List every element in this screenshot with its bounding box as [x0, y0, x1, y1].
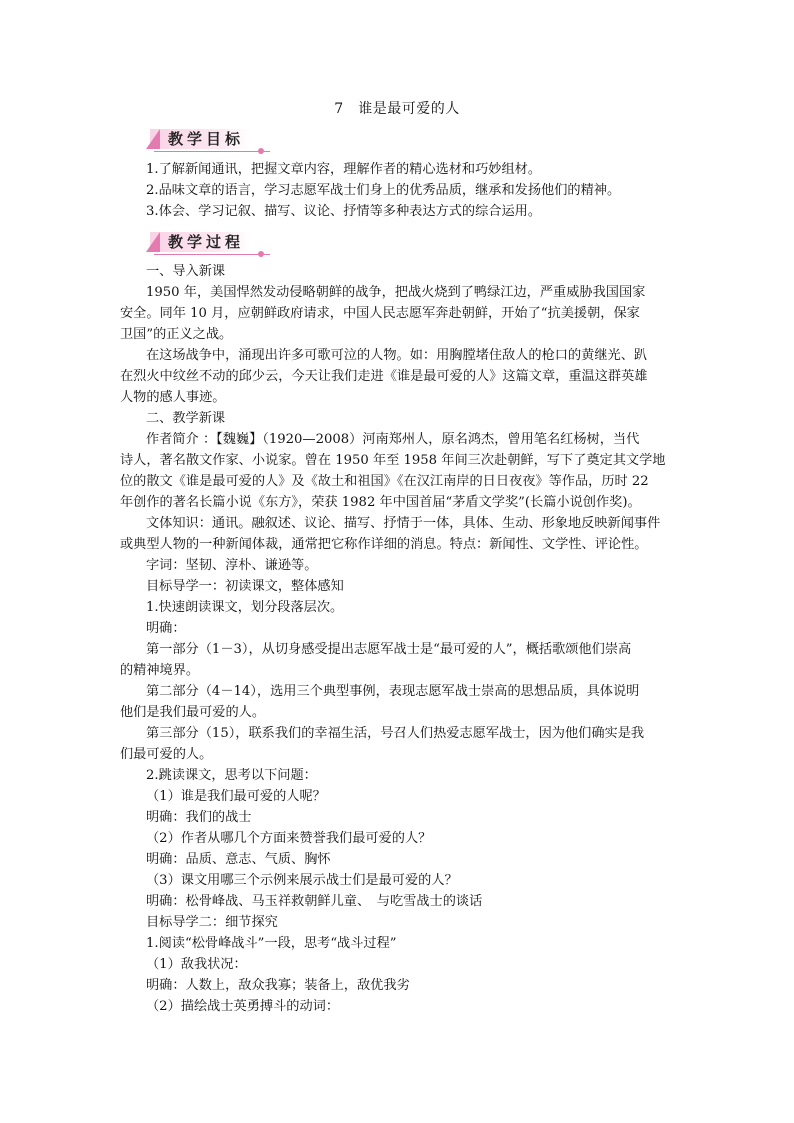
heading-underline — [154, 151, 260, 152]
goal-item: 3.体会、学习记叙、描写、议论、抒情等多种表达方式的综合运用。 — [146, 204, 542, 219]
paragraph-line: 年创作的著名长篇小说《东方》，荣获 1982 年中国首届“茅盾文学奖”(长篇小说创作奖)。 — [120, 495, 641, 510]
heading-triangle-icon — [146, 129, 160, 149]
paragraph-line: 明确： — [146, 621, 186, 636]
paragraph-line: 诗人，著名散文作家、小说家。曾在 1950 年至 1958 年间三次赴朝鲜，写下了奠定其文学地 — [120, 453, 666, 468]
paragraph-line: 1.快速朗读课文，划分段落层次。 — [146, 600, 344, 615]
paragraph-line: （2）描绘战士英勇搏斗的动词： — [146, 999, 340, 1014]
paragraph-line: 安全。同年 10 月，应朝鲜政府请求，中国人民志愿军奔赴朝鲜，开始了“抗美援朝，保家 — [120, 306, 640, 321]
paragraph-line: 在烈火中纹丝不动的邱少云，今天让我们走进《谁是最可爱的人》这篇文章，重温这群英雄 — [120, 369, 648, 384]
section-heading-process — [146, 230, 276, 258]
subheading: 二、教学新课 — [146, 411, 226, 426]
paragraph-line: （1）敌我状况： — [146, 957, 247, 972]
heading-underline-tail — [264, 254, 270, 255]
paragraph-line: 字词：坚韧、淳朴、谦逊等。 — [146, 558, 318, 573]
paragraph-line: 第二部分（4－14），选用三个典型事例，表现志愿军战士崇高的思想品质，具体说明 — [146, 684, 640, 699]
heading-underline-tail — [264, 151, 270, 152]
paragraph-line: 2.跳读课文，思考以下问题： — [146, 768, 317, 783]
paragraph-line: 明确：人数上，敌众我寡；装备上，敌优我劣 — [146, 978, 410, 993]
page-title: 7 谁是最可爱的人 — [334, 101, 460, 117]
paragraph-line: 第三部分（15），联系我们的幸福生活，号召人们热爱志愿军战士，因为他们确实是我 — [146, 726, 645, 741]
section-heading-objectives — [146, 127, 276, 155]
paragraph-line: 的精神境界。 — [120, 663, 200, 678]
paragraph-line: 第一部分（1－3），从切身感受提出志愿军战士是“最可爱的人”，概括歌颂他们崇高 — [146, 642, 632, 657]
paragraph-line: 1.阅读“松骨峰战斗”一段，思考“战斗过程” — [146, 936, 397, 951]
goal-item: 2.品味文章的语言，学习志愿军战士们身上的优秀品质，继承和发扬他们的精神。 — [146, 183, 621, 198]
paragraph-line: 或典型人物的一种新闻体裁，通常把它称作详细的消息。特点：新闻性、文学性、评论性。 — [120, 537, 648, 552]
paragraph-line: 们最可爱的人。 — [120, 747, 213, 762]
paragraph-line: 1950 年，美国悍然发动侵略朝鲜的战争，把战火烧到了鸭绿江边，严重威胁我国国家 — [146, 285, 646, 300]
subheading: 一、导入新课 — [146, 264, 226, 279]
paragraph-line: 作者简介 ：【魏巍】（1920—2008）河南郑州人，原名鸿杰，曾用笔名红杨树，当代 — [146, 432, 640, 447]
paragraph-line: 明确：松骨峰战、马玉祥救朝鲜儿童、 与吃雪战士的谈话 — [146, 894, 483, 909]
paragraph-line: 在这场战争中，涌现出许多可歌可泣的人物。如：用胸膛堵住敌人的枪口的黄继光、趴 — [146, 348, 648, 363]
section-heading-label: 教学目标 — [168, 130, 245, 148]
paragraph-line: （2）作者从哪几个方面来赞誉我们最可爱的人？ — [146, 831, 432, 846]
heading-underline — [154, 254, 260, 255]
paragraph-line: 他们是我们最可爱的人。 — [120, 705, 266, 720]
paragraph-line: （1）谁是我们最可爱的人呢？ — [146, 789, 326, 804]
paragraph-line: 明确：我们的战士 — [146, 810, 252, 825]
paragraph-line: 文体知识：通讯。融叙述、议论、描写、抒情于一体，具体、生动、形象地反映新闻事件 — [146, 516, 661, 531]
paragraph-line: 人物的感人事迹。 — [120, 390, 226, 405]
paragraph-line: 明确：品质、意志、气质、胸怀 — [146, 852, 331, 867]
heading-triangle-icon — [146, 232, 160, 252]
subheading: 目标导学二：细节探究 — [146, 915, 278, 930]
paragraph-line: 卫国”的正义之战。 — [120, 327, 233, 342]
subheading: 目标导学一：初读课文，整体感知 — [146, 579, 344, 594]
section-heading-label: 教学过程 — [168, 233, 245, 251]
paragraph-line: 位的散文《谁是最可爱的人》及《故土和祖国》《在汉江南岸的日日夜夜》等作品，历时 22 — [120, 474, 649, 489]
paragraph-line: （3）课文用哪三个示例来展示战士们是最可爱的人？ — [146, 873, 458, 888]
goal-item: 1.了解新闻通讯，把握文章内容，理解作者的精心选材和巧妙组材。 — [146, 162, 542, 177]
